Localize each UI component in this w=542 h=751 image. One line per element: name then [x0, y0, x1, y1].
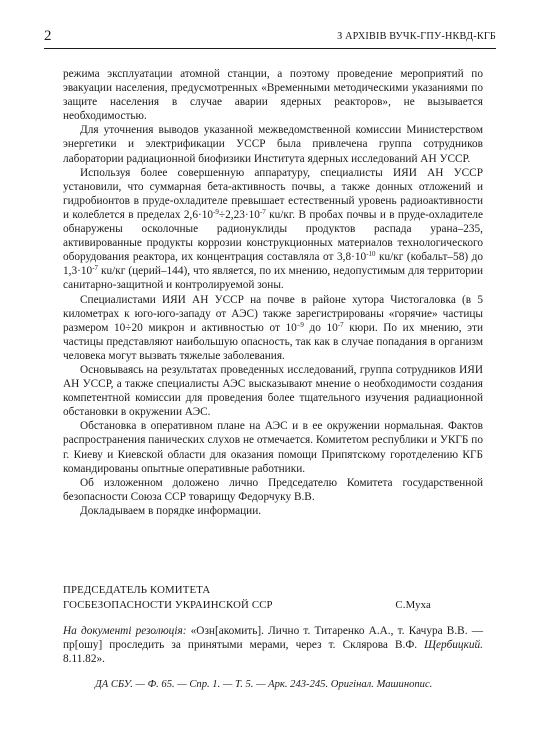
resolution-note: [63, 624, 483, 667]
paragraph-5: Основываясь на результатах проведенных исследований, группа сотрудников ИЯИ АН УССР, а также специалисты АЭС высказывают мнение о необходимости создания компетентной комиссии для проведения более тщательного изучения радиационной обстановки в окружении АЭС.: [63, 363, 483, 419]
resolution-date: 8.11.82».: [63, 653, 105, 666]
page-number: 2: [44, 28, 52, 44]
p3-text-1: Используя более совершенную аппаратуру, специалисты ИЯИ АН УССР установили, что суммарная бета-активность почвы, а также донных отложений и гидробионтов в пруде-охладителе превышает естественный уровень радиоактивности и колеблется в пределах 2,6·10: [63, 166, 483, 221]
paragraph-6: Обстановка в оперативном плане на АЭС и в ее окружении нормальная. Фактов распространения панических слухов не отмечается. Комитетом республики и УКГБ по г. Киеву и Киевской области для оказания помощи Припятскому горотделению КГБ командированы опытные оперативные работники.: [63, 420, 483, 475]
paragraph-1: режима эксплуатации атомной станции, а поэтому проведение мероприятий по эвакуации населения, предусмотренных «Временными методическими указаниями по защите населения в случае аварии ядерных реакторов», не вызывается необходимостью.: [63, 68, 483, 123]
page-header: [44, 26, 496, 49]
paragraph-3: [63, 166, 483, 293]
p3-exp-3: -10: [366, 250, 376, 259]
document-body: [63, 67, 483, 518]
p4-exp-2: -7: [337, 320, 344, 329]
p4-text-3: кюри. По их мнению, эти частицы представляют наибольшую опасность, так как в случае попадания в организм человека могут вызвать тяжелые заболевания.: [63, 321, 483, 362]
p3-exp-1: -9: [213, 207, 219, 216]
p3-exp-2: -7: [259, 207, 266, 216]
p4-exp-1: –9: [296, 320, 304, 329]
resolution-label: На документі резолюція:: [63, 625, 187, 637]
resolution-signature: Щербицкий.: [424, 639, 483, 652]
signatory-title-1: ПРЕДСЕДАТЕЛЬ КОМИТЕТА: [63, 584, 211, 596]
p4-text-1: Специалистами ИЯИ АН УССР на почве в районе хутора Чистогаловка (в 5 километрах к юго-юго-западу от АЭС) также зарегистрированы «горячие» частицы размером 10÷20 микрон и активностью от 10: [63, 293, 483, 334]
paragraph-8: Докладываем в порядке информации.: [80, 504, 262, 517]
signature-line-1: [63, 583, 483, 598]
paragraph-7: Об изложенном доложено лично Председателю Комитета государственной безопасности Союза ССР товарищу Федорчуку В.В.: [63, 476, 483, 503]
archive-source-reference: ДА СБУ. — Ф. 65. — Спр. 1. — Т. 5. — Арк. 243-245. Оригінал. Машинопис.: [95, 679, 433, 690]
paragraph-4: [63, 293, 483, 363]
resolution-text: «Озн[акомить]. Лично т. Титаренко А.А., т. Качура В.В. — пр[ошу] проследить за принятыми мерами, через т. Склярова В.Ф.: [63, 625, 483, 652]
paragraph-2: Для уточнения выводов указанной межведомственной комиссии Министерством энергетики и электрификации УССР была привлечена группа сотрудников лаборатории радиационной биофизики Института ядерных исследований АН УССР.: [63, 124, 483, 165]
p4-text-2: до 10: [303, 321, 338, 334]
p3-exp-4: -7: [92, 264, 99, 273]
p3-text-4: кu/кг (кобальт–58) до 1,3·10: [63, 251, 483, 278]
resolution-paragraph: [63, 624, 483, 667]
p3-text-3: кu/кг. В пробах почвы и в пруде-охладителе обнаружены осколочные радионуклиды продуктов распада урана–235, активированные продукты коррозии конструкционных материалов технологического оборудования реактора, их концентрация составляла от 3,8·10: [63, 208, 483, 264]
signatory-name: С.Муха: [395, 599, 431, 611]
signatory-title-2: ГОСБЕЗОПАСНОСТИ УКРАИНСКОЙ ССР: [63, 599, 273, 611]
p3-text-5: кu/кг (церий–144), что является, по их мнению, недопустимым для территории санитарно-защитной и контролируемой зоны.: [63, 265, 483, 292]
running-title: З АРХІВІВ ВУЧК-ГПУ-НКВД-КГБ: [337, 31, 496, 42]
signature-block: [63, 583, 483, 613]
signature-line-2: [63, 598, 483, 613]
p3-text-2: ÷2,23·10: [218, 208, 260, 221]
